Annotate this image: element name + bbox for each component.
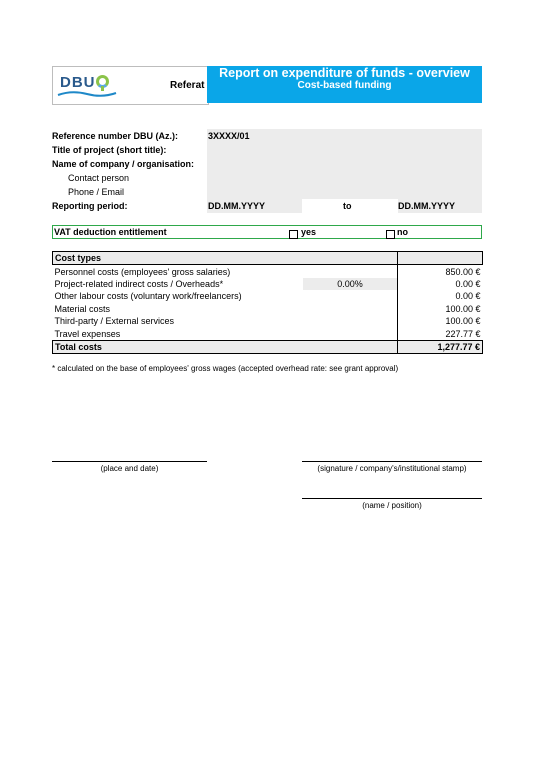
- overhead-footnote: * calculated on the base of employees' gross wages (accepted overhead rate: see grant approval): [52, 364, 399, 373]
- signature-label: (signature / company's/institutional stamp): [317, 464, 467, 473]
- cost-pct: [303, 290, 398, 302]
- total-pct: [303, 340, 398, 353]
- name-position-line: [302, 498, 482, 499]
- table-row: [53, 278, 483, 290]
- company-name-label: Name of company / organisation:: [52, 159, 195, 169]
- cost-amount[interactable]: 0.00 €: [398, 290, 483, 302]
- table-header-row: [53, 252, 483, 265]
- table-row: [53, 327, 483, 340]
- cost-pct: [303, 327, 398, 340]
- report-banner: [207, 66, 482, 103]
- cost-label: Other labour costs (voluntary work/freelancers): [54, 291, 242, 302]
- reference-value[interactable]: 3XXXX/01: [208, 131, 250, 141]
- vat-no-label: no: [397, 227, 408, 237]
- cost-amount[interactable]: 0.00 €: [398, 278, 483, 290]
- overhead-rate[interactable]: 0.00%: [303, 278, 398, 290]
- reporting-period-label: Reporting period:: [52, 201, 128, 211]
- cost-pct: [303, 265, 398, 278]
- cost-types-table: [52, 251, 483, 354]
- cost-label: Third-party / External services: [54, 316, 175, 327]
- table-row: [53, 303, 483, 315]
- period-to-label: to: [343, 201, 352, 211]
- cost-pct: [303, 315, 398, 327]
- reference-label: Reference number DBU (Az.):: [52, 131, 179, 141]
- total-row: [53, 340, 483, 353]
- table-row: [53, 290, 483, 302]
- amount-header: [398, 252, 483, 265]
- period-from-value[interactable]: DD.MM.YYYY: [208, 201, 266, 211]
- cost-label: Material costs: [54, 303, 111, 314]
- total-label: Total costs: [53, 340, 304, 353]
- logo-text: DBU: [60, 74, 96, 91]
- report-title: Report on expenditure of funds - overview: [219, 66, 470, 80]
- phone-email-label: Phone / Email: [68, 187, 125, 197]
- cost-amount[interactable]: 850.00 €: [398, 265, 483, 278]
- vat-yes-checkbox[interactable]: [289, 230, 298, 239]
- cost-pct: [303, 303, 398, 315]
- name-position-label: (name / position): [362, 501, 422, 510]
- referat-label: Referat: [170, 80, 205, 91]
- place-date-line: [52, 461, 207, 462]
- table-row: [53, 315, 483, 327]
- cost-amount[interactable]: 227.77 €: [398, 327, 483, 340]
- vat-no-checkbox[interactable]: [386, 230, 395, 239]
- period-to-value[interactable]: DD.MM.YYYY: [398, 201, 456, 211]
- logo-wave-icon: [57, 89, 117, 99]
- cost-label: Travel expenses: [54, 328, 121, 339]
- project-title-label: Title of project (short title):: [52, 145, 167, 155]
- vat-label: VAT deduction entitlement: [54, 227, 167, 237]
- cost-amount[interactable]: 100.00 €: [398, 315, 483, 327]
- place-date-label: (place and date): [100, 464, 159, 473]
- report-subtitle: Cost-based funding: [297, 80, 392, 91]
- cost-amount[interactable]: 100.00 €: [398, 303, 483, 315]
- signature-line: [302, 461, 482, 462]
- cost-label: Personnel costs (employees' gross salaries): [54, 266, 231, 277]
- cost-types-header: Cost types: [53, 252, 304, 265]
- cost-label: Project-related indirect costs / Overheads*: [54, 278, 224, 289]
- total-amount: 1,277.77 €: [398, 340, 483, 353]
- contact-person-label: Contact person: [68, 173, 130, 183]
- table-row: [53, 265, 483, 278]
- vat-yes-label: yes: [301, 227, 317, 237]
- pct-header: [303, 252, 398, 265]
